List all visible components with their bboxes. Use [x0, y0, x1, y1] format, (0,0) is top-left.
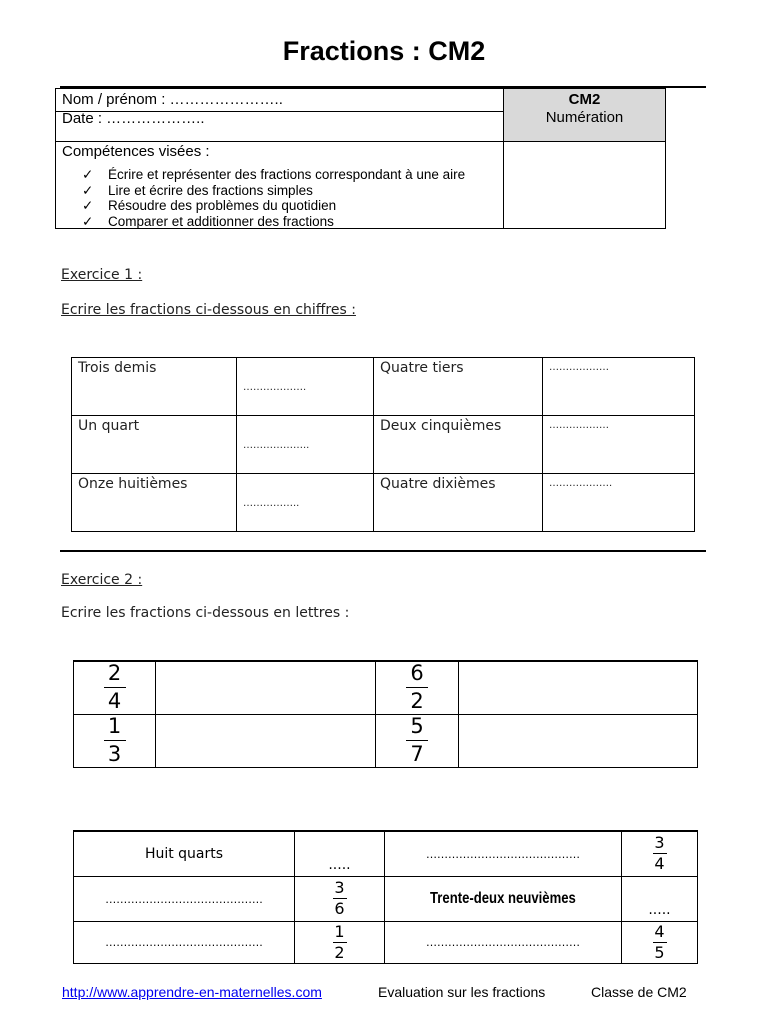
- skill-item: ✓ Résoudre des problèmes du quotidien: [82, 198, 337, 214]
- answer-cell[interactable]: …………………………………….: [74, 922, 295, 964]
- exercise-1-table: [71, 357, 695, 532]
- footer-center-text: Evaluation sur les fractions: [378, 984, 546, 1000]
- fraction-cell: [74, 661, 156, 715]
- check-icon: ✓: [82, 182, 94, 198]
- answer-cell[interactable]: [156, 715, 376, 768]
- fraction-bar: [104, 740, 126, 742]
- page-title: Fractions : CM2: [282, 36, 486, 66]
- table-row: [74, 877, 698, 922]
- level-label: CM2: [568, 91, 601, 108]
- footer-link[interactable]: http://www.apprendre-en-maternelles.com: [62, 984, 322, 1000]
- fraction-words: Quatre dixièmes: [374, 474, 543, 532]
- skill-item: ✓ Écrire et représenter des fractions correspondant à une aire: [82, 167, 466, 182]
- answer-cell[interactable]: ……………….: [543, 474, 695, 532]
- table-row: [74, 715, 698, 768]
- table-row: [72, 358, 695, 416]
- fraction-cell: [376, 661, 459, 715]
- fraction-bar: [406, 687, 428, 689]
- answer-cell[interactable]: .....: [622, 877, 698, 922]
- exercise-1-title: Exercice 1 :: [61, 267, 143, 283]
- competences-title: Compétences visées :: [62, 143, 210, 160]
- answer-cell[interactable]: ………………: [543, 358, 695, 416]
- fraction: $\frac{3}{4}$: [654, 833, 665, 873]
- fraction-words: Trois demis: [72, 358, 237, 416]
- answer-cell[interactable]: ……………….: [237, 358, 374, 416]
- skill-item: ✓ Lire et écrire des fractions simples: [82, 182, 313, 198]
- answer-cell[interactable]: ………………: [543, 416, 695, 474]
- fraction-words: Un quart: [72, 416, 237, 474]
- fraction: $\frac{1}{2}$: [334, 921, 345, 962]
- fraction-words: Deux cinquièmes: [374, 416, 543, 474]
- check-icon: ✓: [82, 167, 94, 182]
- table-row: [72, 416, 695, 474]
- exercise-2-title: Exercice 2 :: [61, 572, 143, 588]
- fraction-bar: [406, 740, 428, 742]
- fraction-cell: [376, 715, 459, 768]
- answer-cell[interactable]: [459, 661, 698, 715]
- table-row: [74, 831, 698, 877]
- fraction-cell: [295, 877, 385, 922]
- fraction: $\frac{4}{5}$: [654, 921, 665, 962]
- skill-item: ✓ Comparer et additionner des fractions: [82, 214, 334, 230]
- answer-cell[interactable]: ……………..: [237, 474, 374, 532]
- answer-cell[interactable]: [459, 715, 698, 768]
- fraction: $\frac{1}{3}$: [104, 716, 126, 766]
- fraction-words: Huit quarts: [74, 831, 295, 877]
- fraction-words: Trente-deux neuvièmes: [385, 877, 622, 922]
- section-divider: [60, 550, 706, 552]
- check-icon: ✓: [82, 198, 94, 214]
- exercise-2-table: [73, 660, 698, 768]
- table-row: [74, 661, 698, 715]
- fraction-words: Quatre tiers: [374, 358, 543, 416]
- domain-label: Numération: [545, 109, 624, 126]
- exercise-1-instruction: Ecrire les fractions ci-dessous en chiffres :: [61, 302, 356, 318]
- fraction-cell: [74, 715, 156, 768]
- matching-table: [73, 830, 698, 964]
- answer-cell[interactable]: .....: [295, 831, 385, 877]
- skills-list: [82, 167, 465, 230]
- answer-cell[interactable]: [156, 661, 376, 715]
- table-row: [72, 474, 695, 532]
- table-row: [74, 922, 698, 964]
- date-field-label: Date : ………………..: [62, 110, 205, 127]
- fraction: $\frac{2}{4}$: [104, 663, 126, 713]
- answer-cell[interactable]: ………………..: [237, 416, 374, 474]
- answer-cell[interactable]: ……………………………………: [385, 831, 622, 877]
- fraction: $\frac{6}{2}$: [406, 663, 428, 713]
- fraction-cell: [622, 831, 698, 877]
- fraction: $\frac{5}{7}$: [406, 716, 428, 766]
- answer-cell[interactable]: ……………………………………: [385, 922, 622, 964]
- fraction-cell: [622, 922, 698, 964]
- answer-cell[interactable]: …………………………………….: [74, 877, 295, 922]
- fraction-bar: [104, 687, 126, 689]
- fraction: $\frac{3}{6}$: [334, 878, 345, 918]
- fraction-words: Onze huitièmes: [72, 474, 237, 532]
- fraction-cell: [295, 922, 385, 964]
- name-field-label: Nom / prénom : …………………..: [62, 91, 283, 108]
- footer-right-text: Classe de CM2: [591, 984, 687, 1000]
- header-box: [55, 88, 666, 229]
- check-icon: ✓: [82, 214, 94, 230]
- header-horizontal-divider: [56, 141, 665, 142]
- exercise-2-instruction: Ecrire les fractions ci-dessous en lettres :: [61, 605, 350, 621]
